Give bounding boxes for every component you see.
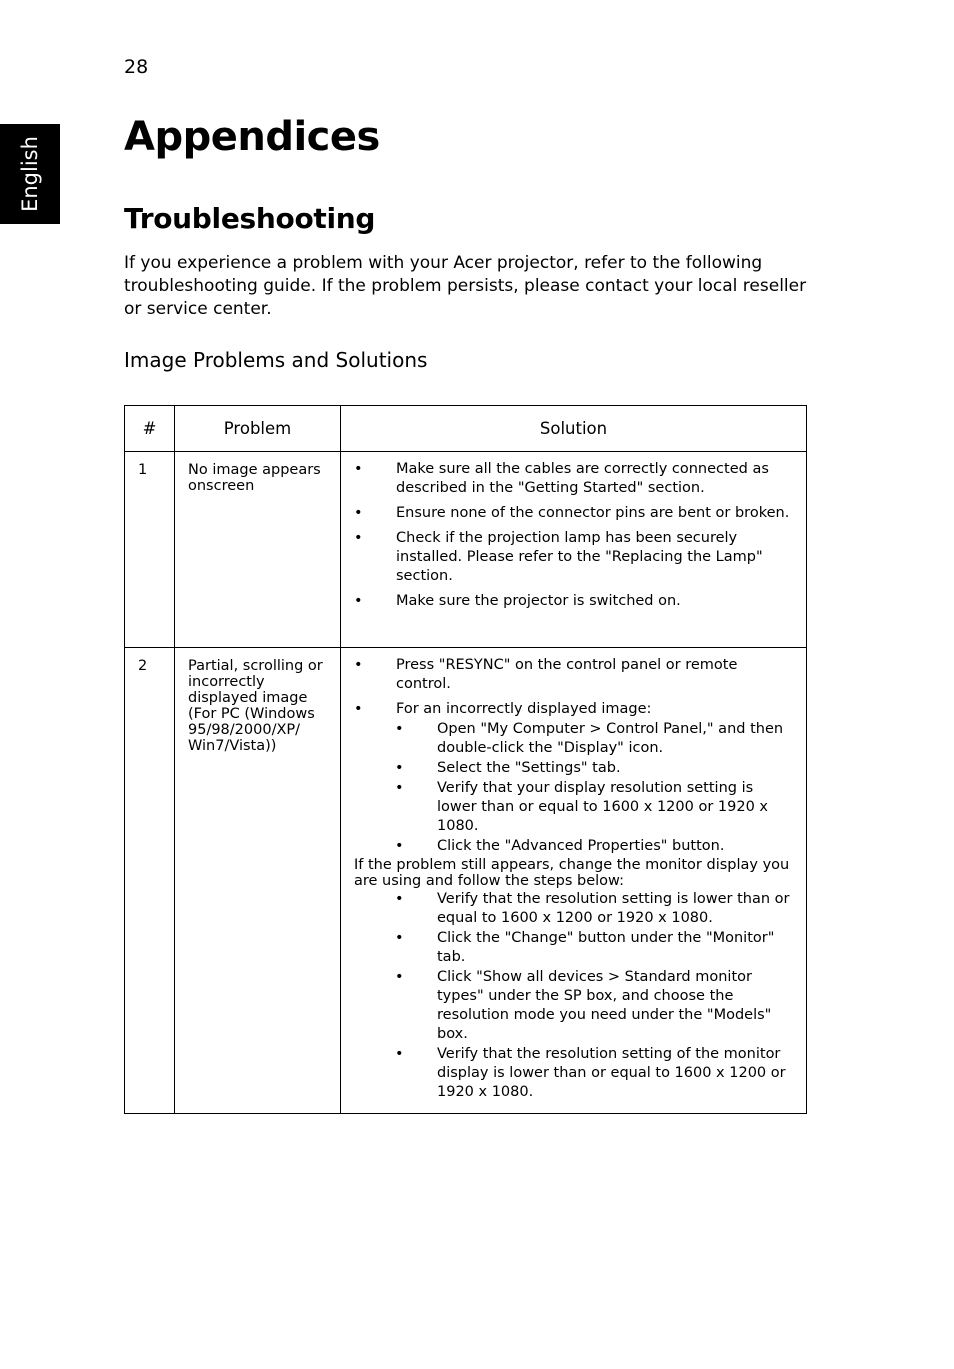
solution-bullet: • Check if the projection lamp has been securely installed. Please refer to the "Replacing the Lamp" section. <box>354 529 796 586</box>
row-number: 1 <box>125 452 175 648</box>
troubleshooting-table <box>124 405 807 1114</box>
solution-bullet: • Make sure the projector is switched on. <box>354 592 796 611</box>
language-tab <box>0 124 60 224</box>
solution-sub-bullet: • Click the "Advanced Properties" button. <box>354 837 796 856</box>
solution-bullet: • For an incorrectly displayed image: <box>354 700 796 719</box>
solution-sub-bullet: • Click "Show all devices > Standard monitor types" under the SP box, and choose the resolution mode you need under the "Models" box. <box>354 968 796 1044</box>
table-row <box>125 452 807 648</box>
solution-sub-bullet: • Select the "Settings" tab. <box>354 759 796 778</box>
solution-sub-bullet: • Verify that the resolution setting of the monitor display is lower than or equal to 1600 x 1200 or 1920 x 1080. <box>354 1045 796 1102</box>
table-row <box>125 648 807 1114</box>
header-solution: Solution <box>341 406 807 452</box>
intro-paragraph: If you experience a problem with your Acer projector, refer to the following troubleshooting guide. If the problem persists, please contact your local reseller or service center. <box>124 253 807 319</box>
table-header-row <box>125 406 807 452</box>
row-problem: No image appears onscreen <box>175 452 341 648</box>
header-problem: Problem <box>175 406 341 452</box>
solution-sub-bullet: • Verify that the resolution setting is lower than or equal to 1600 x 1200 or 1920 x 1080. <box>354 890 796 928</box>
solution-bullet: • Ensure none of the connector pins are bent or broken. <box>354 504 796 523</box>
section-title: Troubleshooting <box>124 202 376 235</box>
solution-bullet: • Press "RESYNC" on the control panel or remote control. <box>354 656 796 694</box>
solution-sub-bullet: • Verify that your display resolution setting is lower than or equal to 1600 x 1200 or 1920 x 1080. <box>354 779 796 836</box>
solution-sub-bullet: • Open "My Computer > Control Panel," and then double-click the "Display" icon. <box>354 720 796 758</box>
row-problem: Partial, scrolling or incorrectly displayed image (For PC (Windows 95/98/2000/XP/ Win7/Vista)) <box>175 648 341 1114</box>
subsection-title: Image Problems and Solutions <box>124 348 428 372</box>
solution-bullet: • Make sure all the cables are correctly connected as described in the "Getting Started" section. <box>354 460 796 498</box>
row-solution <box>341 452 807 648</box>
page-number: 28 <box>124 56 149 78</box>
solution-note: If the problem still appears, change the monitor display you are using and follow the steps below: <box>354 857 790 889</box>
solution-sub-bullet: • Click the "Change" button under the "Monitor" tab. <box>354 929 796 967</box>
page-title: Appendices <box>124 114 380 160</box>
row-number: 2 <box>125 648 175 1114</box>
row-solution <box>341 648 807 1114</box>
language-tab-label: English <box>18 136 42 212</box>
header-number: # <box>125 406 175 452</box>
